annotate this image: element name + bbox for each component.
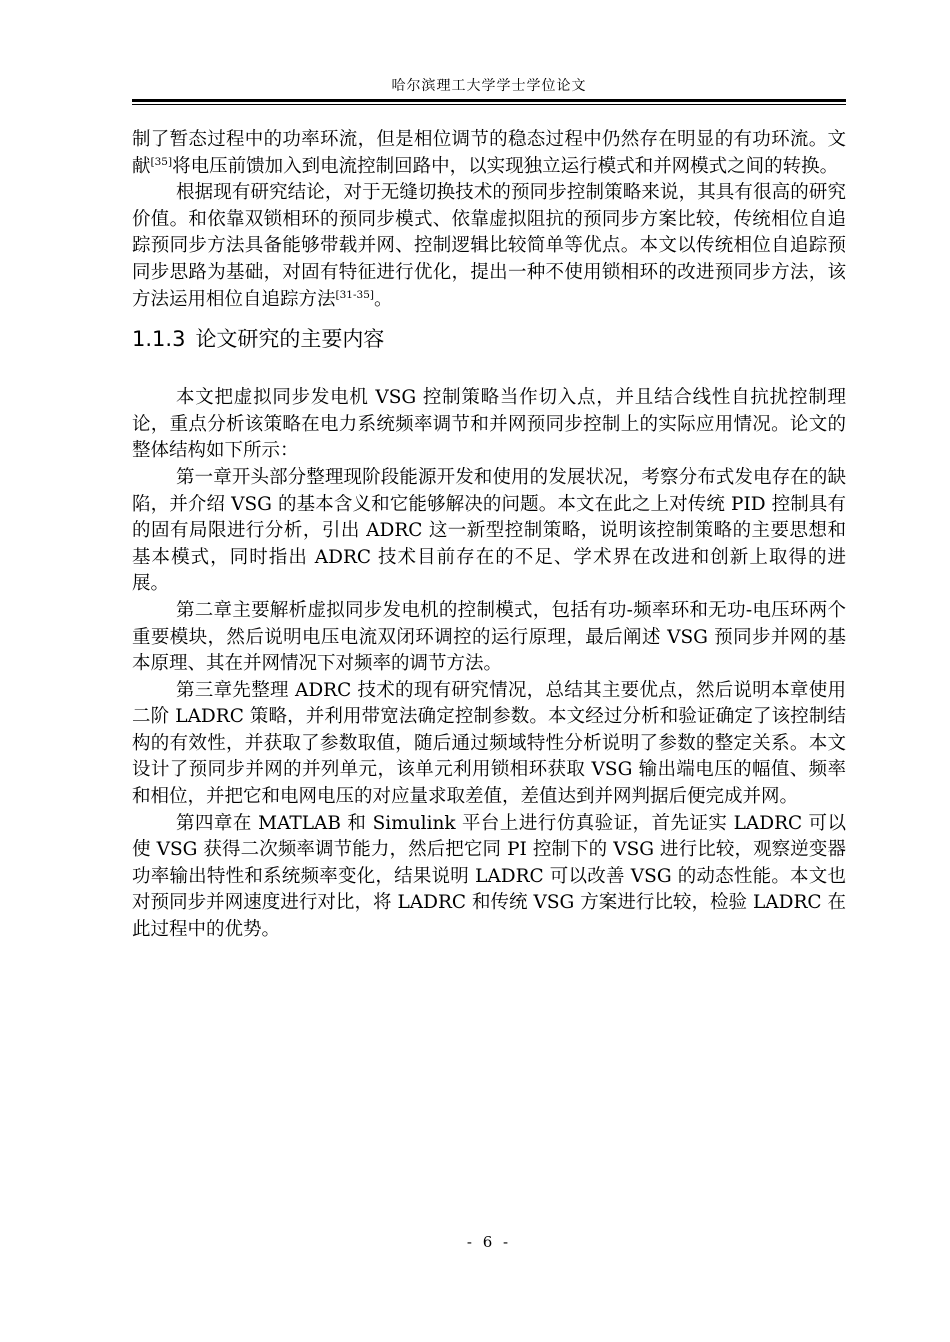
paragraph-text: 根据现有研究结论，对于无缝切换技术的预同步控制策略来说，其具有很高的研究价值。和依靠双锁相环的预同步模式、依靠虚拟阻抗的预同步方案比较，传统相位自追踪预同步方法具备能够带载并网、控制逻辑比较简单等优点。本文以传统相位自追踪预同步思路为基础，对固有特征进行优化，提出一种不使用锁相环的改进预同步方法，该方法运用相位自追踪方法 bbox=[132, 182, 846, 310]
header-rule-thin bbox=[132, 104, 846, 105]
paragraph-text: 。 bbox=[373, 288, 393, 310]
citation-ref: [35] bbox=[150, 155, 173, 168]
page-body bbox=[132, 127, 846, 944]
paragraph-chapter-1: 第一章开头部分整理现阶段能源开发和使用的发展状况，考察分布式发电存在的缺陷，并介绍 VSG 的基本含义和它能够解决的问题。本文在此之上对传统 PID 控制具有的固有局限进行分析，引出 ADRC 这一新型控制策略，说明该控制策略的主要思想和基本模式，同时指出 ADRC 技术目前存在的不足、学术界在改进和创新上取得的进展。 bbox=[132, 466, 846, 595]
paragraph-continued bbox=[132, 127, 846, 180]
header-rule bbox=[132, 99, 846, 102]
paragraph-text: 将电压前馈加入到电流控制回路中，以实现独立运行模式和并网模式之间的转换。 bbox=[172, 155, 839, 177]
paragraph-chapter-4: 第四章在 MATLAB 和 Simulink 平台上进行仿真验证，首先证实 LADRC 可以使 VSG 获得二次频率调节能力，然后把它同 PI 控制下的 VSG 进行比较，观察逆变器功率输出特性和系统频率变化，结果说明 LADRC 可以改善 VSG 的动态性能。本文也对预同步并网速度进行对比，将 LADRC 和传统 VSG 方案进行比较，检验 LADRC 在此过程中的优势。 bbox=[132, 812, 846, 941]
paragraph: 本文把虚拟同步发电机 VSG 控制策略当作切入点，并且结合线性自抗扰控制理论，重点分析该策略在电力系统频率调节和并网预同步控制上的实际应用情况。论文的整体结构如下所示： bbox=[132, 387, 846, 462]
paragraph-chapter-3: 第三章先整理 ADRC 技术的现有研究情况，总结其主要优点，然后说明本章使用二阶 LADRC 策略，并利用带宽法确定控制参数。本文经过分析和验证确定了该控制结构的有效性，并获取了参数取值，随后通过频域特性分析说明了参数的整定关系。本文设计了预同步并网的并列单元，该单元利用锁相环获取 VSG 输出端电压的幅值、频率和相位，并把它和电网电压的对应量求取差值，差值达到并网判据后便完成并网。 bbox=[132, 679, 846, 808]
paragraph-text: 制了暂态过程中的功率环流，但是相位调节的稳态过程中仍然存在明显的有功环流。文献 bbox=[132, 129, 846, 177]
paragraph bbox=[132, 180, 846, 313]
section-title: 论文研究的主要内容 bbox=[195, 327, 385, 352]
running-header: 哈尔滨理工大学学士学位论文 bbox=[391, 78, 587, 94]
paragraph-chapter-2: 第二章主要解析虚拟同步发电机的控制模式，包括有功-频率环和无功-电压环两个重要模块，然后说明电压电流双闭环调控的运行原理，最后阐述 VSG 预同步并网的基本原理、其在并网情况下对频率的调节方法。 bbox=[132, 599, 846, 675]
section-heading bbox=[132, 323, 846, 385]
page-number: - 6 - bbox=[466, 1233, 512, 1251]
citation-ref: [31-35] bbox=[335, 288, 374, 301]
section-number: 1.1.3 bbox=[132, 327, 186, 352]
